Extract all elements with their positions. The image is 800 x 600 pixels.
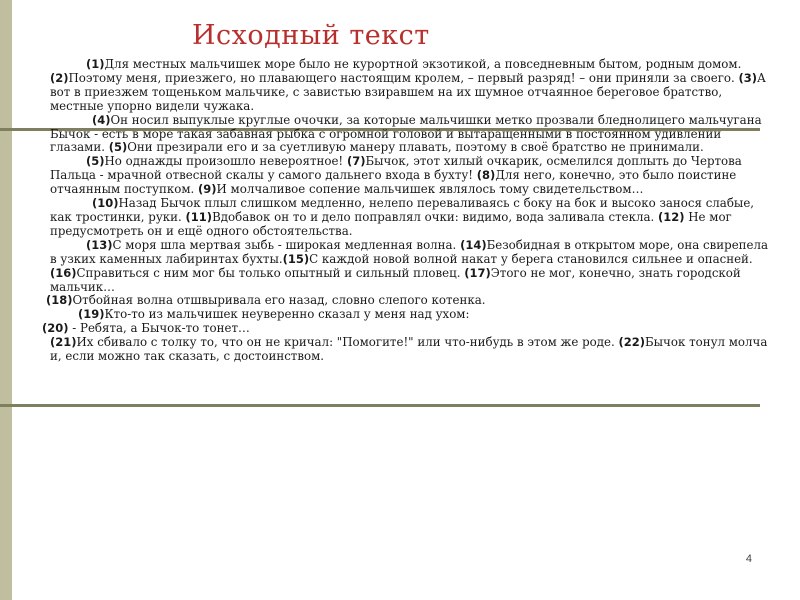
sentence-number: (3): [738, 70, 758, 85]
left-decor-strip: [0, 0, 12, 600]
sentence-text: Отбойная волна отшвыривала его назад, словно слепого котенка.: [72, 293, 486, 308]
sentence-text: С моря шла мертвая зыбь - широкая медленная волна.: [112, 237, 461, 252]
sentence-number: (9): [198, 182, 217, 197]
sentence-text: А вот в приезжем тощеньком мальчике, с завистью взиравшем на их шумное отчаянное береговое братство, местные упорно видели чужака.: [50, 70, 766, 113]
sentence-text: Их сбивало с толку то, что он не кричал: "Помогите!" или что-нибудь в этом же роде.: [76, 335, 619, 350]
sentence-text: Для него, конечно, это было поистине отчаянным поступком.: [50, 168, 737, 197]
sentence-text: Он носил выпуклые круглые очочки, за которые мальчишки метко прозвали бледнолицего мальчугана Бычок - есть в море такая забавная рыбка с огромной головой и вытаращенными в постоянном удивлении глазами.: [50, 112, 762, 155]
sentence-number: (20): [42, 321, 69, 336]
paragraph-5: [50, 239, 770, 295]
page-number: 4: [745, 553, 752, 565]
paragraph-1: [50, 58, 770, 114]
sentence-number: (15): [282, 251, 310, 266]
sentence-number: (17): [464, 265, 491, 280]
sentence-number: (1): [86, 57, 105, 71]
paragraph-2: [50, 114, 770, 156]
sentence-number: (7): [346, 154, 366, 169]
sentence-number: (5): [86, 154, 105, 169]
sentence-text: Не мог предусмотреть он и ещё одного обстоятельства.: [50, 209, 732, 238]
sentence-text: Этого не мог, конечно, знать городской мальчик…: [50, 265, 741, 294]
sentence-number: (14): [460, 237, 487, 252]
sentence-number: (12): [657, 209, 685, 224]
sentence-number: (21): [50, 335, 77, 350]
paragraph-3: [50, 155, 770, 197]
paragraph-4: [50, 197, 770, 239]
sentence-text: Справиться с ним мог бы только опытный и сильный пловец.: [76, 265, 465, 280]
sentence-text: Бычок тонул молча и, если можно так сказать, с достоинством.: [50, 335, 768, 364]
sentence-text: Вдобавок он то и дело поправлял очки: видимо, вода заливала стекла.: [212, 209, 658, 224]
sentence-number: (19): [78, 307, 105, 322]
sentence-number: (4): [92, 112, 111, 127]
sentence-number: (10): [92, 196, 119, 211]
sentence-text: Для местных мальчишек море было не курортной экзотикой, а повседневным бытом, родным домом.: [104, 57, 742, 71]
sentence-number: (16): [50, 265, 77, 280]
sentence-text: С каждой новой волной накат у берега становился сильнее и опасней.: [309, 251, 753, 266]
source-text: [42, 57, 770, 364]
sentence-number: (18): [46, 293, 73, 308]
sentence-number: (8): [476, 168, 496, 183]
sentence-number: (11): [185, 209, 213, 224]
paragraph-7: [50, 308, 770, 322]
sentence-text: Бычок, этот хилый очкарик, осмелился доплыть до Чертова Пальца - мрачной отвесной скалы у самого дальнего входа в бухту!: [50, 154, 742, 183]
sentence-number: (2): [50, 70, 69, 85]
decor-line-bottom: [0, 404, 760, 407]
sentence-number: (5): [108, 140, 128, 155]
sentence-text: И молчаливое сопение мальчишек являлось тому свидетельством…: [216, 182, 644, 197]
sentence-text: Безобидная в открытом море, она свирепела в узких каменных лабиринтах бухты.: [50, 237, 769, 266]
paragraph-9: [50, 336, 770, 364]
paragraph-6: [46, 294, 770, 308]
sentence-number: (22): [618, 335, 645, 350]
sentence-text: Назад Бычок плыл слишком медленно, нелепо переваливаясь с боку на бок и высоко занося слабые, как тростинки, руки.: [50, 196, 755, 224]
sentence-text: Кто-то из мальчишек неуверенно сказал у меня над ухом:: [104, 307, 470, 322]
paragraph-8: [42, 322, 770, 336]
sentence-text: Они презирали его и за суетливую манеру плавать, поэтому в своё братство не принимали.: [127, 140, 704, 155]
sentence-text: Поэтому меня, приезжего, но плавающего настоящим кролем, – первый разряд! – они приняли за своего.: [68, 70, 739, 85]
sentence-text: Но однажды произошло невероятное!: [104, 154, 347, 169]
sentence-number: (13): [86, 237, 113, 252]
slide-title: Исходный текст: [192, 20, 430, 51]
sentence-text: - Ребята, а Бычок-то тонет…: [68, 321, 250, 336]
